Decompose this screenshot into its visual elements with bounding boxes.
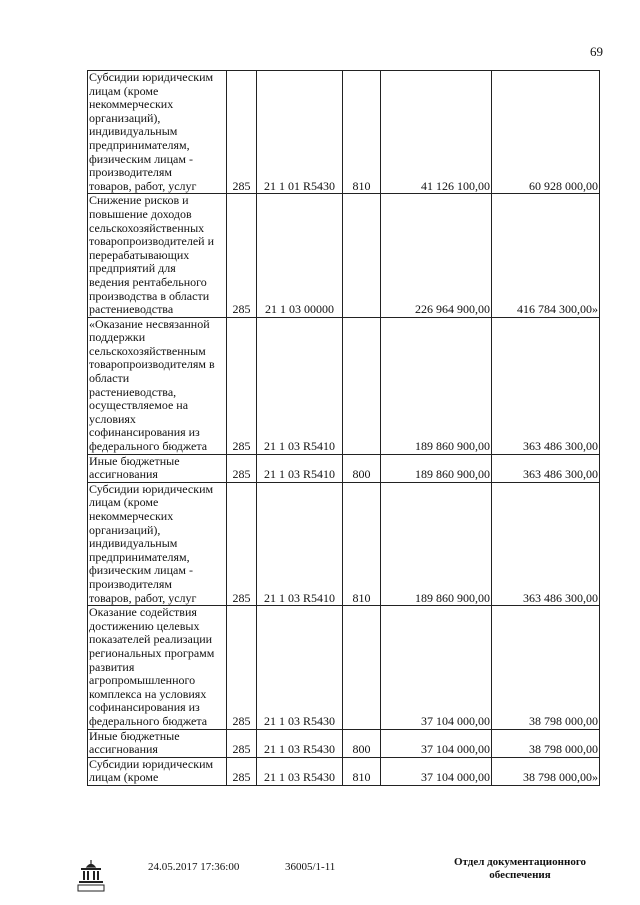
cell-expense-type: 810 <box>343 757 381 785</box>
cell-name: Иные бюджетные ассигнования <box>88 729 227 757</box>
cell-target-code: 21 1 03 R5430 <box>257 757 343 785</box>
cell-expense-type: 810 <box>343 482 381 605</box>
page-number: 69 <box>590 44 603 59</box>
table-row <box>88 194 600 317</box>
cell-target-code: 21 1 03 R5410 <box>257 482 343 605</box>
cell-expense-type <box>343 317 381 454</box>
cell-ministry: 285 <box>227 757 257 785</box>
cell-target-code: 21 1 03 00000 <box>257 194 343 317</box>
cell-amount-first-year: 37 104 000,00 <box>381 729 492 757</box>
cell-amount-second-year: 363 486 300,00 <box>492 482 600 605</box>
cell-name: Снижение рисков и повышение доходов сельскохозяйственных товаропроизводителей и перерабатывающих предприятий для ведения рентабельного производства в области растениеводства <box>88 194 227 317</box>
cell-amount-first-year: 37 104 000,00 <box>381 757 492 785</box>
cell-name: Оказание содействия достижению целевых показателей реализации региональных программ развития агропромышленного комплекса на условиях софинансирования из федерального бюджета <box>88 606 227 729</box>
cell-expense-type <box>343 194 381 317</box>
table-row <box>88 71 600 194</box>
cell-name: Субсидии юридическим лицам (кроме некоммерческих организаций), индивидуальным предпринимателям, физическим лицам - производителям товаров, работ, услуг <box>88 482 227 605</box>
cell-amount-first-year: 37 104 000,00 <box>381 606 492 729</box>
cell-amount-second-year: 38 798 000,00 <box>492 729 600 757</box>
cell-target-code: 21 1 03 R5430 <box>257 729 343 757</box>
cell-ministry: 285 <box>227 71 257 194</box>
cell-amount-second-year: 416 784 300,00» <box>492 194 600 317</box>
table-row <box>88 317 600 454</box>
cell-target-code: 21 1 01 R5430 <box>257 71 343 194</box>
table-row <box>88 454 600 482</box>
cell-ministry: 285 <box>227 729 257 757</box>
cell-ministry: 285 <box>227 454 257 482</box>
cell-name: Субсидии юридическим лицам (кроме некоммерческих организаций), индивидуальным предпринимателям, физическим лицам - производителям товаров, работ, услуг <box>88 71 227 194</box>
cell-expense-type: 800 <box>343 729 381 757</box>
cell-amount-second-year: 60 928 000,00 <box>492 71 600 194</box>
cell-name: «Оказание несвязанной поддержки сельскохозяйственным товаропроизводителям в области растениеводства, осуществляемое на условиях софинансирования из федерального бюджета <box>88 317 227 454</box>
cell-amount-first-year: 226 964 900,00 <box>381 194 492 317</box>
cell-amount-first-year: 41 126 100,00 <box>381 71 492 194</box>
cell-target-code: 21 1 03 R5410 <box>257 454 343 482</box>
table-row <box>88 729 600 757</box>
cell-amount-first-year: 189 860 900,00 <box>381 482 492 605</box>
cell-amount-first-year: 189 860 900,00 <box>381 454 492 482</box>
cell-name: Иные бюджетные ассигнования <box>88 454 227 482</box>
cell-amount-second-year: 363 486 300,00 <box>492 454 600 482</box>
cell-amount-first-year: 189 860 900,00 <box>381 317 492 454</box>
cell-target-code: 21 1 03 R5430 <box>257 606 343 729</box>
table-row <box>88 482 600 605</box>
cell-ministry: 285 <box>227 482 257 605</box>
budget-table <box>87 70 600 786</box>
cell-amount-second-year: 38 798 000,00 <box>492 606 600 729</box>
cell-target-code: 21 1 03 R5410 <box>257 317 343 454</box>
duma-logo-icon <box>76 858 106 892</box>
cell-expense-type: 800 <box>343 454 381 482</box>
footer-doc-number: 36005/1-11 <box>285 861 336 873</box>
cell-amount-second-year: 38 798 000,00» <box>492 757 600 785</box>
cell-name: Субсидии юридическим лицам (кроме <box>88 757 227 785</box>
table-row <box>88 606 600 729</box>
cell-ministry: 285 <box>227 194 257 317</box>
footer-datetime: 24.05.2017 17:36:00 <box>148 861 240 873</box>
cell-expense-type <box>343 606 381 729</box>
table-row <box>88 757 600 785</box>
cell-ministry: 285 <box>227 317 257 454</box>
cell-amount-second-year: 363 486 300,00 <box>492 317 600 454</box>
cell-ministry: 285 <box>227 606 257 729</box>
footer-department: Отдел документационного обеспечения <box>453 856 587 881</box>
cell-expense-type: 810 <box>343 71 381 194</box>
